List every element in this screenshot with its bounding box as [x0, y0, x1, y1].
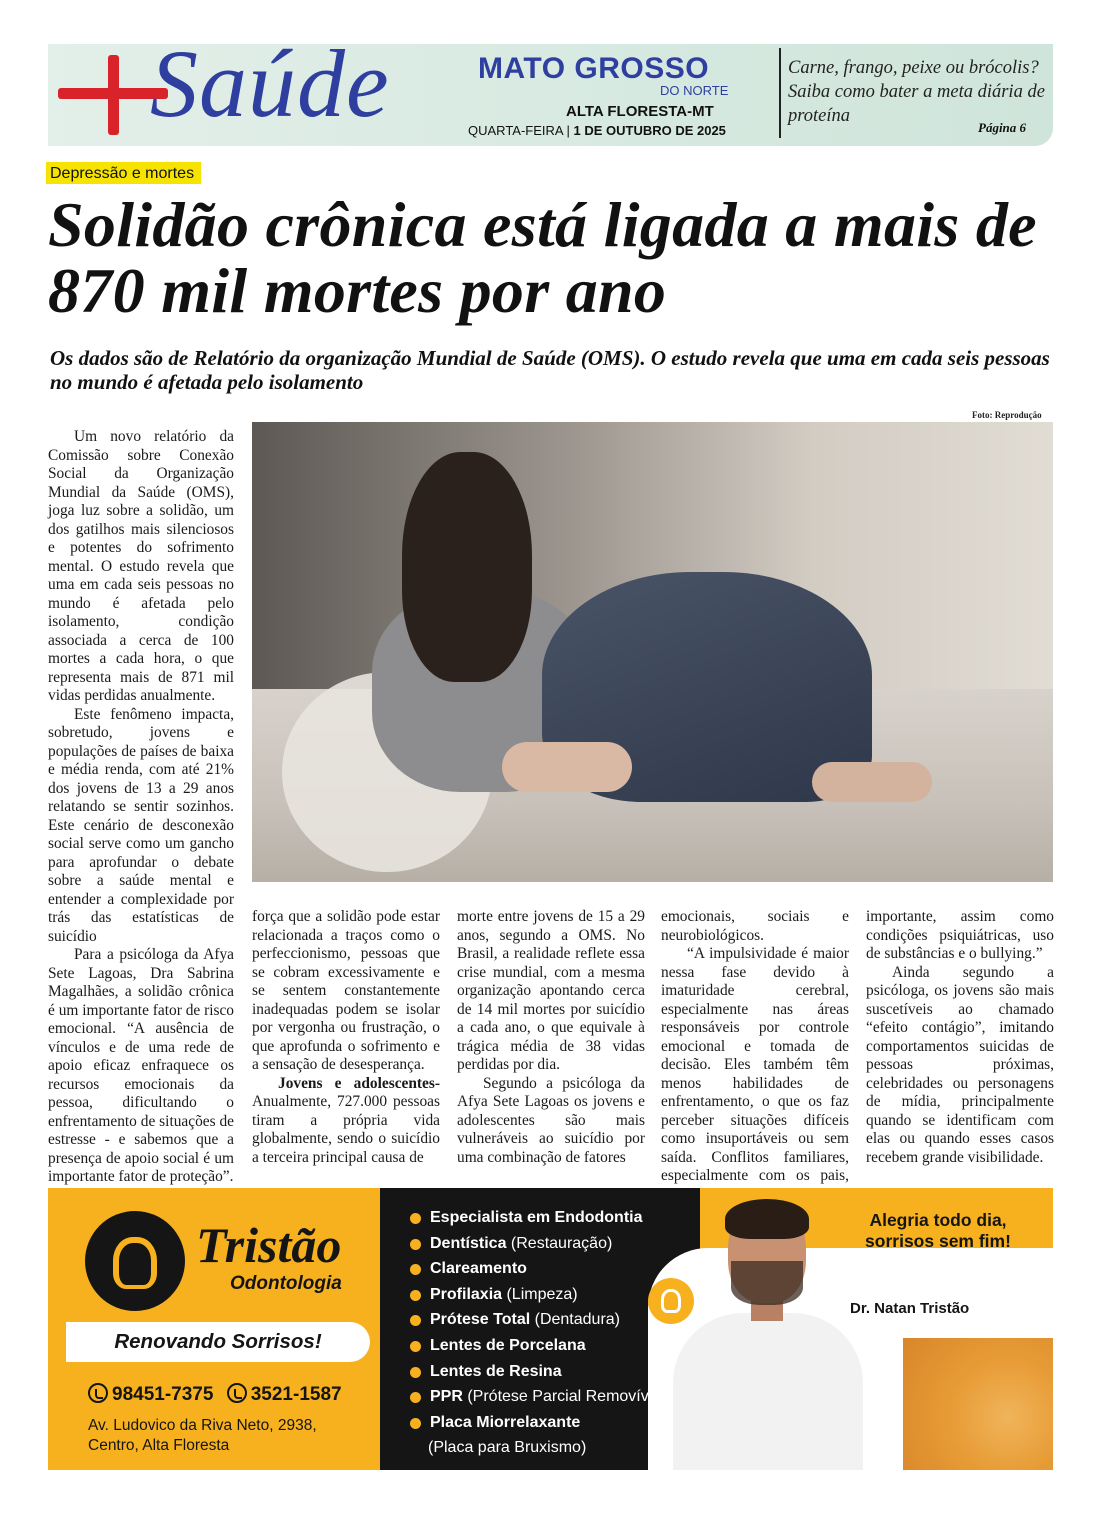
article-column-4	[661, 908, 849, 1204]
paragraph: Para a psicóloga da Afya Sete Lagoas, Dra Sabrina Magalhães, a solidão crônica é um importante fator de risco emocional. “A ausência de vínculos e de uma rede de apoio eficaz enfraquece os recursos emocionais da pessoa, dificultando o enfrentamento de situações de estresse - e sabemos que a presença de apoio social é um importante fator de proteção”.	[48, 946, 234, 1185]
date: 1 DE OUTUBRO DE 2025	[573, 123, 726, 138]
paragraph-text: Anualmente, 727.000 pessoas tiram a própria vida globalmente, sendo o suicídio a terceira principal causa de	[252, 1093, 440, 1166]
paragraph	[252, 1075, 440, 1168]
advertisement[interactable]	[48, 1188, 1053, 1470]
edition-date: QUARTA-FEIRA | 1 DE OUTUBRO DE 2025	[468, 123, 726, 138]
paragraph: morte entre jovens de 15 a 29 anos, segundo a OMS. No Brasil, a realidade reflete essa crise mundial, com a mesma organização apontando cerca de 14 mil mortes por suicídio a cada ano, o que equivale à trágica média de 38 vidas perdidas por dia.	[457, 908, 645, 1073]
headline: Solidão crônica está ligada a mais de 870 mil mortes por ano	[48, 189, 1037, 326]
service-item-note: (Placa para Bruxismo)	[428, 1439, 587, 1457]
phone-1[interactable]: 98451-7375	[112, 1384, 214, 1405]
paper-subname: DO NORTE	[660, 83, 729, 98]
service-item: Dentística (Restauração)	[410, 1231, 667, 1257]
service-item: Lentes de Porcelana	[410, 1333, 667, 1359]
service-item: Clareamento	[410, 1256, 667, 1282]
weekday: QUARTA-FEIRA	[468, 123, 563, 138]
ad-brand-sub: Odontologia	[230, 1273, 342, 1294]
ad-phones	[88, 1383, 342, 1406]
teaser-page: Página 6	[978, 120, 1027, 135]
phone-2[interactable]: 3521-1587	[250, 1384, 342, 1405]
ad-brand: Tristão	[196, 1217, 342, 1273]
article-tag: Depressão e mortes	[46, 162, 201, 184]
article-column-1	[48, 428, 234, 1205]
service-item: Profilaxia (Limpeza)	[410, 1282, 667, 1308]
article-column-3	[457, 908, 645, 1167]
paragraph: força que a solidão pode estar relacionada a traços como o perfeccionismo, pessoas que se cobram excessivamente e se sentem constantemente inadequadas podem se isolar por vergonha ou frustração, o que aprofunda o sofrimento e a sensação de desesperança.	[252, 908, 440, 1073]
article-column-2	[252, 908, 440, 1167]
paragraph: importante, assim como condições psiquiátricas, uso de substâncias e o bullying.”	[866, 908, 1054, 962]
photo-credit: Foto: Reprodução	[972, 410, 1042, 420]
smile-photo	[903, 1338, 1053, 1470]
city-label: ALTA FLORESTA-MT	[566, 103, 714, 120]
article-photo	[252, 422, 1053, 882]
paragraph: Segundo a psicóloga da Afya Sete Lagoas os jovens e adolescentes são mais vulneráveis ao suicídio por uma combinação de fatores	[457, 1074, 645, 1166]
address-line: Centro, Alta Floresta	[88, 1437, 230, 1454]
tooth-badge-icon	[648, 1278, 694, 1324]
ad-tagline: Alegria todo dia, sorrisos sem fim!	[865, 1210, 1011, 1251]
ad-slogan: Renovando Sorrisos!	[66, 1322, 370, 1362]
phone-icon	[227, 1383, 247, 1403]
doctor-photo	[673, 1203, 863, 1470]
ad-services-list	[410, 1205, 667, 1461]
section-title: Saúde	[150, 30, 390, 137]
paragraph: Este fenômeno impacta, sobretudo, jovens e populações de países de baixa e média renda, com até 21% dos jovens de 13 a 29 anos relatando se sentir sozinhos. Este cenário de desconexão social serve como um gancho para aprofundar o debate sobre a saúde mental e entender a complexidade por trás das estatísticas de suicídio	[48, 705, 234, 945]
service-item: Lentes de Resina	[410, 1359, 667, 1385]
service-item: Prótese Total (Dentadura)	[410, 1307, 667, 1333]
paragraph: Um novo relatório da Comissão sobre Conexão Social da Organização Mundial da Saúde (OMS), joga luz sobre a solidão, um dos gatilhos mais silenciosos e potentes do sofrimento mental. O estudo revela que uma em cada seis pessoas no mundo é afetada pelo isolamento, condição associada a cerca de 100 mortes a cada hora, o que representa mais de 871 mil vidas perdidas anualmente.	[48, 428, 234, 704]
paragraph: emocionais, sociais e neurobiológicos.	[661, 908, 849, 944]
subheading: Jovens e adolescentes-	[278, 1074, 440, 1092]
service-item: PPR (Prótese Parcial Removível)	[410, 1384, 667, 1410]
service-item: Especialista em Endodontia	[410, 1205, 667, 1231]
tooth-logo-icon	[85, 1211, 185, 1311]
paragraph: “A impulsividade é maior nessa fase devido à imaturidade cerebral, especialmente nas áreas responsáveis por controle emocional e tomada de decisão. Eles também têm menos habilidades de enfrentamento, o que os faz perceber situações difíceis como insuportáveis ou sem saída. Conflitos familiares, especialmente com os pais,	[661, 945, 849, 1184]
doctor-name: Dr. Natan Tristão	[850, 1300, 970, 1317]
whatsapp-icon	[88, 1383, 108, 1403]
deck: Os dados são de Relatório da organização Mundial de Saúde (OMS). O estudo revela que uma em cada seis pessoas no mundo é afetada pelo isolamento	[50, 346, 1050, 394]
article-column-5	[866, 908, 1054, 1167]
teaser-link[interactable]: Carne, frango, peixe ou brócolis? Saiba como bater a meta diária de proteína	[788, 58, 1045, 126]
address-line: Av. Ludovico da Riva Neto, 2938,	[88, 1417, 317, 1434]
paper-name: MATO GROSSO	[478, 52, 710, 85]
paragraph: Ainda segundo a psicóloga, os jovens são mais suscetíveis ao chamado “efeito contágio”, imitando comportamentos suicidas de pessoas próximas, celebridades ou personagens de mídia, principalmente quando se identificam com elas ou quando esses casos recebem grande visibilidade.	[866, 963, 1054, 1166]
service-item: Placa Miorrelaxante	[410, 1410, 667, 1436]
ad-address	[88, 1416, 317, 1456]
divider	[779, 48, 781, 138]
